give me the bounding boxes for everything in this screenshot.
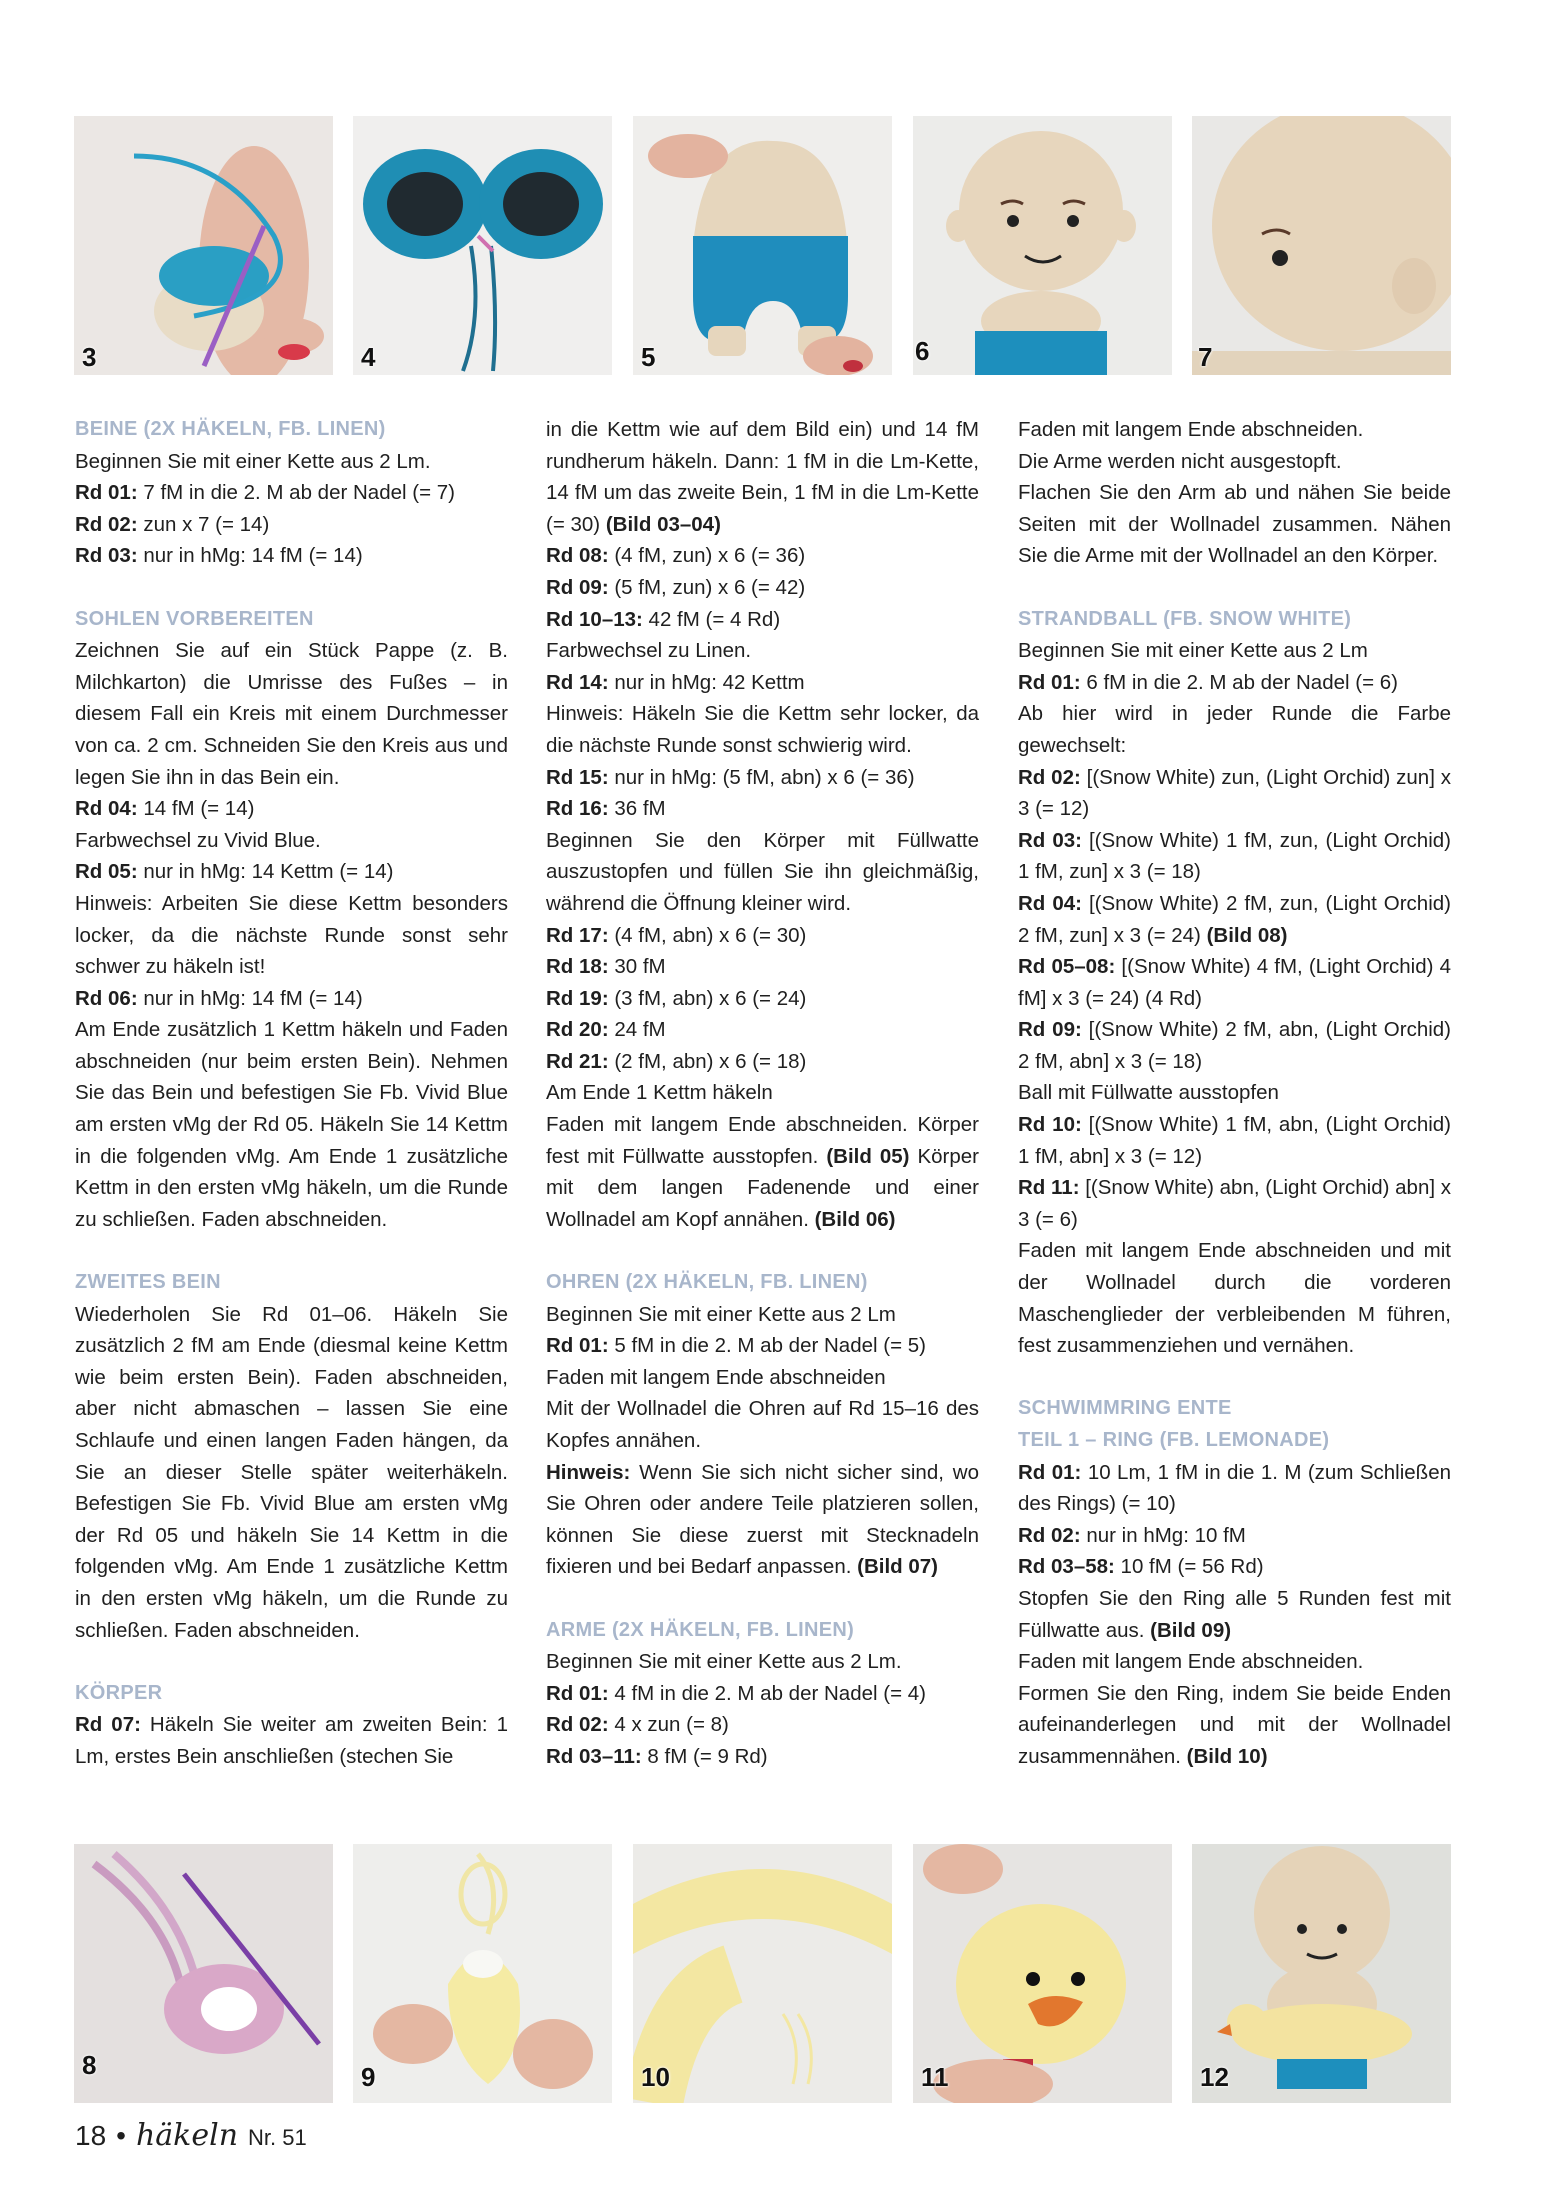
photo-number: 8 xyxy=(82,2050,97,2080)
spacer xyxy=(75,1646,508,1678)
text-run: Häkeln Sie weiter am zweiten Bein: 1 Lm, erstes Bein anschließen (stechen Sie xyxy=(75,1713,508,1768)
magazine-title: häkeln xyxy=(135,2118,239,2153)
paragraph xyxy=(546,1362,979,1394)
bold-label: Rd 09: xyxy=(1018,1018,1082,1042)
body-in-hand-icon xyxy=(633,116,892,375)
text-run: 30 fM xyxy=(608,955,666,979)
paragraph xyxy=(546,1077,979,1109)
paragraph xyxy=(546,414,979,540)
text-column-1 xyxy=(75,414,508,1773)
paragraph xyxy=(75,1299,508,1647)
section-heading: STRANDBALL (FB. SNOW WHITE) xyxy=(1018,607,1352,630)
bold-label: Rd 01: xyxy=(546,1334,609,1358)
bold-label: Rd 16: xyxy=(546,797,609,821)
text-run: 4 x zun (= 8) xyxy=(608,1713,729,1737)
photo-number: 5 xyxy=(641,342,656,372)
bold-label: Rd 21: xyxy=(546,1049,609,1073)
section-heading: ZWEITES BEIN xyxy=(75,1271,221,1294)
text-run: 7 fM in die 2. M ab der Nadel (= 7) xyxy=(137,481,455,505)
text-run: Beginnen Sie mit einer Kette aus 2 Lm xyxy=(1018,639,1368,663)
text-run: [(Snow White) 4 fM, (Light Orchid) 4 fM] x 3 (= 24) (4 Rd) xyxy=(1018,955,1452,1010)
bold-label: Rd 10: xyxy=(1018,1113,1082,1137)
text-run: Flachen Sie den Arm ab und nähen Sie beide Seiten mit der Wollnadel zusammen. Nähen Sie die Arme mit der Wollnadel an den Körper. xyxy=(1018,481,1451,568)
text-run: 14 fM (= 14) xyxy=(137,797,255,821)
paragraph xyxy=(75,477,508,509)
photo-12 xyxy=(1192,1844,1451,2103)
photo-number: 9 xyxy=(361,2062,376,2092)
bold-label: Rd 02: xyxy=(1018,765,1081,789)
photo-5 xyxy=(633,116,892,375)
doll-head-side-icon xyxy=(1192,116,1451,375)
page-number: 18 xyxy=(75,2120,107,2151)
paragraph xyxy=(75,793,508,825)
paragraph xyxy=(546,951,979,983)
bold-label: Rd 01: xyxy=(1018,1460,1082,1484)
paragraph xyxy=(546,1709,979,1741)
paragraph xyxy=(546,1014,979,1046)
bold-label: Rd 03–58: xyxy=(1018,1555,1115,1579)
text-run: Farbwechsel zu Linen. xyxy=(546,639,752,663)
text-run: Stopfen Sie den Ring alle 5 Runden fest mit Füllwatte aus. xyxy=(1018,1586,1451,1642)
bold-label: (Bild 05) xyxy=(826,1144,910,1168)
paragraph xyxy=(1018,888,1451,951)
bold-label: Rd 10–13: xyxy=(546,607,643,631)
paragraph xyxy=(546,698,979,761)
text-run: 24 fM xyxy=(608,1018,666,1042)
text-run: [(Snow White) 1 fM, abn, (Light Orchid) 1 fM, abn] x 3 (= 12) xyxy=(1018,1113,1452,1168)
text-run: Faden mit langem Ende abschneiden. xyxy=(1018,1650,1364,1674)
bold-label: (Bild 03–04) xyxy=(605,512,721,536)
spacer xyxy=(1018,572,1451,604)
paragraph xyxy=(1018,1646,1451,1678)
yellow-piece-icon xyxy=(353,1844,612,2103)
paragraph xyxy=(75,1014,508,1235)
section-heading: BEINE (2X HÄKELN, FB. LINEN) xyxy=(75,418,386,440)
bold-label: Rd 04: xyxy=(1018,891,1082,915)
text-run: nur in hMg: 14 Kettm (= 14) xyxy=(137,860,394,884)
text-run: [(Snow White) 1 fM, zun, (Light Orchid) 1 fM, zun] x 3 (= 18) xyxy=(1018,828,1451,884)
paragraph xyxy=(546,540,979,572)
paragraph xyxy=(75,446,508,478)
paragraph xyxy=(546,1046,979,1078)
yellow-ring-icon xyxy=(633,1844,892,2103)
text-run: Wenn Sie sich nicht sicher sind, wo Sie Ohren oder andere Teile platzieren sollen, können Sie diese zuerst mit Stecknadeln fixieren und bei Bedarf anpassen. xyxy=(546,1460,979,1579)
text-run: (3 fM, abn) x 6 (= 24) xyxy=(608,986,807,1010)
bold-label: Rd 02: xyxy=(1018,1523,1081,1547)
paragraph xyxy=(546,1330,979,1362)
spacer xyxy=(546,1235,979,1267)
bold-label: Rd 06: xyxy=(75,986,138,1010)
text-run: zun x 7 (= 14) xyxy=(137,512,270,536)
text-run: nur in hMg: 42 Kettm xyxy=(608,670,805,694)
text-run: Wiederholen Sie Rd 01–06. Häkeln Sie zusätzlich 2 fM am Ende (diesmal keine Kettm wie beim ersten Bein). Faden abschneiden, aber nicht abmaschen – lassen Sie eine Schlaufe und einen langen Faden hängen, da Sie an dieser Stelle später weiterhäkeln. Befestigen Sie Fb. Vivid Blue am ersten vMg der Rd 05 und häkeln Sie 14 Kettm in die folgenden vMg. Am Ende 1 zusätzliche Kettm in den ersten vMg häkeln, um die Runde zu schließen. Faden abschneiden. xyxy=(75,1302,508,1642)
text-run: Faden mit langem Ende abschneiden und mit der Wollnadel durch die vorderen Maschenglieder der verbleibenden M führen, fest zusammenziehen und vernähen. xyxy=(1018,1239,1451,1358)
text-run: Hinweis: Häkeln Sie die Kettm sehr locker, da die nächste Runde sonst schwierig wird. xyxy=(546,702,979,757)
text-run: (5 fM, zun) x 6 (= 42) xyxy=(608,575,806,599)
paragraph xyxy=(75,635,508,793)
bold-label: Rd 01: xyxy=(75,481,138,505)
text-run: nur in hMg: 14 fM (= 14) xyxy=(137,986,363,1010)
paragraph xyxy=(1018,1457,1451,1520)
paragraph xyxy=(1018,762,1451,825)
section-heading: OHREN (2X HÄKELN, FB. LINEN) xyxy=(546,1271,868,1294)
paragraph xyxy=(546,983,979,1015)
paragraph xyxy=(1018,1551,1451,1583)
paragraph xyxy=(546,1457,979,1583)
photo-11 xyxy=(913,1844,1172,2103)
paragraph xyxy=(546,635,979,667)
bold-label: Rd 19: xyxy=(546,986,609,1010)
bullet: • xyxy=(116,2120,126,2151)
text-run: Mit der Wollnadel die Ohren auf Rd 15–16 des Kopfes annähen. xyxy=(546,1397,979,1452)
photo-4 xyxy=(353,116,612,375)
paragraph xyxy=(546,825,979,920)
bold-label: (Bild 06) xyxy=(814,1207,896,1231)
text-run: 5 fM in die 2. M ab der Nadel (= 5) xyxy=(608,1334,926,1358)
text-run: Beginnen Sie mit einer Kette aus 2 Lm. xyxy=(546,1650,902,1674)
section-heading: SOHLEN VORBEREITEN xyxy=(75,607,314,630)
text-run: Am Ende zusätzlich 1 Kettm häkeln und Faden abschneiden (nur beim ersten Bein). Nehmen Sie das Bein und befestigen Sie Fb. Vivid Blue am ersten vMg der Rd 05. Häkeln Sie 14 Kettm in die folgenden vMg. Am Ende 1 zusätzliche Kettm in den ersten vMg häkeln, um die Runde zu schließen. Faden abschneiden. xyxy=(75,1018,508,1231)
bold-label: Rd 02: xyxy=(75,512,138,536)
section-heading: ARME (2X HÄKELN, FB. LINEN) xyxy=(546,1618,855,1641)
section-heading: TEIL 1 – RING (FB. LEMONADE) xyxy=(1018,1429,1330,1451)
text-run: (2 fM, abn) x 6 (= 18) xyxy=(608,1049,807,1073)
bold-label: Rd 02: xyxy=(546,1713,609,1737)
text-run: (4 fM, zun) x 6 (= 36) xyxy=(608,544,806,568)
text-run: nur in hMg: 10 fM xyxy=(1080,1523,1246,1547)
paragraph xyxy=(1018,1583,1451,1646)
text-run: Am Ende 1 Kettm häkeln xyxy=(546,1081,773,1105)
photo-3 xyxy=(74,116,333,375)
text-run: Die Arme werden nicht ausgestopft. xyxy=(1018,449,1342,473)
bold-label: Hinweis: xyxy=(546,1460,631,1484)
paragraph xyxy=(546,793,979,825)
bold-label: (Bild 08) xyxy=(1206,923,1288,947)
page-footer xyxy=(75,2118,307,2153)
bold-label: Rd 05: xyxy=(75,860,138,884)
photo-8 xyxy=(74,1844,333,2103)
paragraph xyxy=(1018,446,1451,478)
bold-label: Rd 01: xyxy=(1018,670,1081,694)
crochet-leg-hook-icon xyxy=(74,116,333,375)
bold-label: Rd 11: xyxy=(1018,1176,1080,1200)
bold-label: Rd 04: xyxy=(75,797,138,821)
paragraph xyxy=(546,1109,979,1235)
section-heading: SCHWIMMRING ENTE xyxy=(1018,1397,1232,1420)
paragraph xyxy=(1018,951,1451,1014)
spacer xyxy=(75,1235,508,1267)
bold-label: Rd 05–08: xyxy=(1018,955,1116,979)
photo-number: 6 xyxy=(915,336,930,366)
photo-number: 3 xyxy=(82,342,97,372)
text-run: [(Snow White) 2 fM, abn, (Light Orchid) 2 fM, abn] x 3 (= 18) xyxy=(1018,1018,1452,1073)
text-run: 36 fM xyxy=(608,797,666,821)
paragraph xyxy=(1018,1077,1451,1109)
text-run: [(Snow White) 2 fM, zun, (Light Orchid) 2 fM, zun] x 3 (= 24) xyxy=(1018,891,1451,947)
bold-label: (Bild 07) xyxy=(857,1555,938,1579)
paragraph xyxy=(1018,477,1451,572)
paragraph xyxy=(546,1678,979,1710)
paragraph xyxy=(546,920,979,952)
text-run: Körper mit dem langen Fadenende und einer Wollnadel am Kopf annähen. xyxy=(546,1144,979,1231)
blue-soles-icon xyxy=(353,116,612,375)
ball-start-icon xyxy=(74,1844,333,2103)
paragraph xyxy=(546,1393,979,1456)
photo-6 xyxy=(913,116,1172,375)
text-run: 6 fM in die 2. M ab der Nadel (= 6) xyxy=(1080,670,1398,694)
text-run: 42 fM (= 4 Rd) xyxy=(642,607,781,631)
paragraph xyxy=(546,604,979,636)
bold-label: Rd 17: xyxy=(546,923,609,947)
text-run: (4 fM, abn) x 6 (= 30) xyxy=(608,923,807,947)
text-run: Ball mit Füllwatte ausstopfen xyxy=(1018,1081,1279,1105)
bold-label: Rd 07: xyxy=(75,1713,141,1737)
paragraph xyxy=(546,1299,979,1331)
photo-number: 12 xyxy=(1200,2062,1229,2092)
photo-number: 10 xyxy=(641,2062,670,2092)
bold-label: Rd 14: xyxy=(546,670,609,694)
paragraph xyxy=(546,572,979,604)
text-run: [(Snow White) zun, (Light Orchid) zun] x 3 (= 12) xyxy=(1018,765,1451,821)
text-run: 4 fM in die 2. M ab der Nadel (= 4) xyxy=(608,1681,926,1705)
bold-label: Rd 03: xyxy=(75,544,138,568)
duck-head-icon xyxy=(913,1844,1172,2103)
spacer xyxy=(546,1583,979,1615)
text-column-3 xyxy=(1018,414,1451,1773)
text-run: in die Kettm wie auf dem Bild ein) und 14 fM rundherum häkeln. Dann: 1 fM in die Lm-Kette, 14 fM um das zweite Bein, 1 fM in die Lm-Kette (= 30) xyxy=(546,418,979,536)
paragraph xyxy=(1018,635,1451,667)
bold-label: Rd 15: xyxy=(546,765,609,789)
paragraph xyxy=(1018,1678,1451,1773)
paragraph xyxy=(1018,414,1451,446)
doll-face-icon xyxy=(913,116,1172,375)
paragraph xyxy=(546,762,979,794)
paragraph xyxy=(75,983,508,1015)
text-run: Faden mit langem Ende abschneiden. xyxy=(1018,418,1364,441)
bold-label: (Bild 09) xyxy=(1150,1618,1232,1642)
text-run: nur in hMg: (5 fM, abn) x 6 (= 36) xyxy=(608,765,915,789)
text-run: Beginnen Sie mit einer Kette aus 2 Lm xyxy=(546,1302,896,1326)
paragraph xyxy=(1018,825,1451,888)
paragraph xyxy=(1018,698,1451,761)
paragraph xyxy=(75,856,508,888)
paragraph xyxy=(1018,1235,1451,1361)
photo-10 xyxy=(633,1844,892,2103)
bold-label: Rd 20: xyxy=(546,1018,609,1042)
photo-7 xyxy=(1192,116,1451,375)
photo-number: 4 xyxy=(361,342,376,372)
bold-label: Rd 08: xyxy=(546,544,609,568)
paragraph xyxy=(546,1646,979,1678)
bold-label: Rd 09: xyxy=(546,575,609,599)
text-run: nur in hMg: 14 fM (= 14) xyxy=(137,544,363,568)
section-heading: KÖRPER xyxy=(75,1681,163,1704)
text-run: 10 fM (= 56 Rd) xyxy=(1114,1555,1264,1579)
text-run: Formen Sie den Ring, indem Sie beide Enden aufeinanderlegen und mit der Wollnadel zusammennähen. xyxy=(1018,1681,1451,1768)
paragraph xyxy=(75,825,508,857)
bold-label: Rd 03–11: xyxy=(546,1744,642,1768)
paragraph xyxy=(1018,1520,1451,1552)
bold-label: Rd 18: xyxy=(546,955,609,979)
bold-label: (Bild 10) xyxy=(1186,1744,1268,1768)
paragraph xyxy=(75,540,508,572)
text-run: Faden mit langem Ende abschneiden. Körper fest mit Füllwatte ausstopfen. xyxy=(546,1113,979,1168)
paragraph xyxy=(75,888,508,983)
text-run: 10 Lm, 1 fM in die 1. M (zum Schließen des Rings) (= 10) xyxy=(1018,1460,1451,1516)
paragraph xyxy=(546,667,979,699)
spacer xyxy=(1018,1362,1451,1394)
photo-number: 11 xyxy=(921,2062,949,2092)
paragraph xyxy=(1018,1172,1451,1235)
paragraph xyxy=(1018,1109,1451,1172)
paragraph xyxy=(1018,1014,1451,1077)
text-run: Hinweis: Arbeiten Sie diese Kettm besonders locker, da die nächste Runde sonst sehr schwer zu häkeln ist! xyxy=(75,891,508,979)
text-run: Beginnen Sie den Körper mit Füllwatte auszustopfen und füllen Sie ihn gleichmäßig, während die Öffnung kleiner wird. xyxy=(546,828,979,915)
text-run: Farbwechsel zu Vivid Blue. xyxy=(75,828,321,852)
text-run: [(Snow White) abn, (Light Orchid) abn] x 3 (= 6) xyxy=(1018,1176,1451,1231)
paragraph xyxy=(546,1741,979,1773)
text-run: 8 fM (= 9 Rd) xyxy=(641,1744,768,1768)
text-column-2 xyxy=(546,414,979,1773)
paragraph xyxy=(75,509,508,541)
bold-label: Rd 03: xyxy=(1018,828,1082,852)
text-run: Faden mit langem Ende abschneiden xyxy=(546,1365,886,1389)
photo-number: 7 xyxy=(1198,342,1213,372)
doll-with-ring-icon xyxy=(1192,1844,1451,2103)
spacer xyxy=(75,572,508,604)
paragraph xyxy=(75,1709,508,1772)
text-run: Ab hier wird in jeder Runde die Farbe gewechselt: xyxy=(1018,702,1451,757)
text-run: Zeichnen Sie auf ein Stück Pappe (z. B. Milchkarton) die Umrisse des Fußes – in diesem Fall ein Kreis mit einem Durchmesser von ca. 2 cm. Schneiden Sie den Kreis aus und legen Sie ihn in das Bein ein. xyxy=(75,639,508,789)
text-run: Beginnen Sie mit einer Kette aus 2 Lm. xyxy=(75,449,431,473)
photo-9 xyxy=(353,1844,612,2103)
paragraph xyxy=(1018,667,1451,699)
issue-number: Nr. 51 xyxy=(248,2125,307,2150)
bold-label: Rd 01: xyxy=(546,1681,609,1705)
